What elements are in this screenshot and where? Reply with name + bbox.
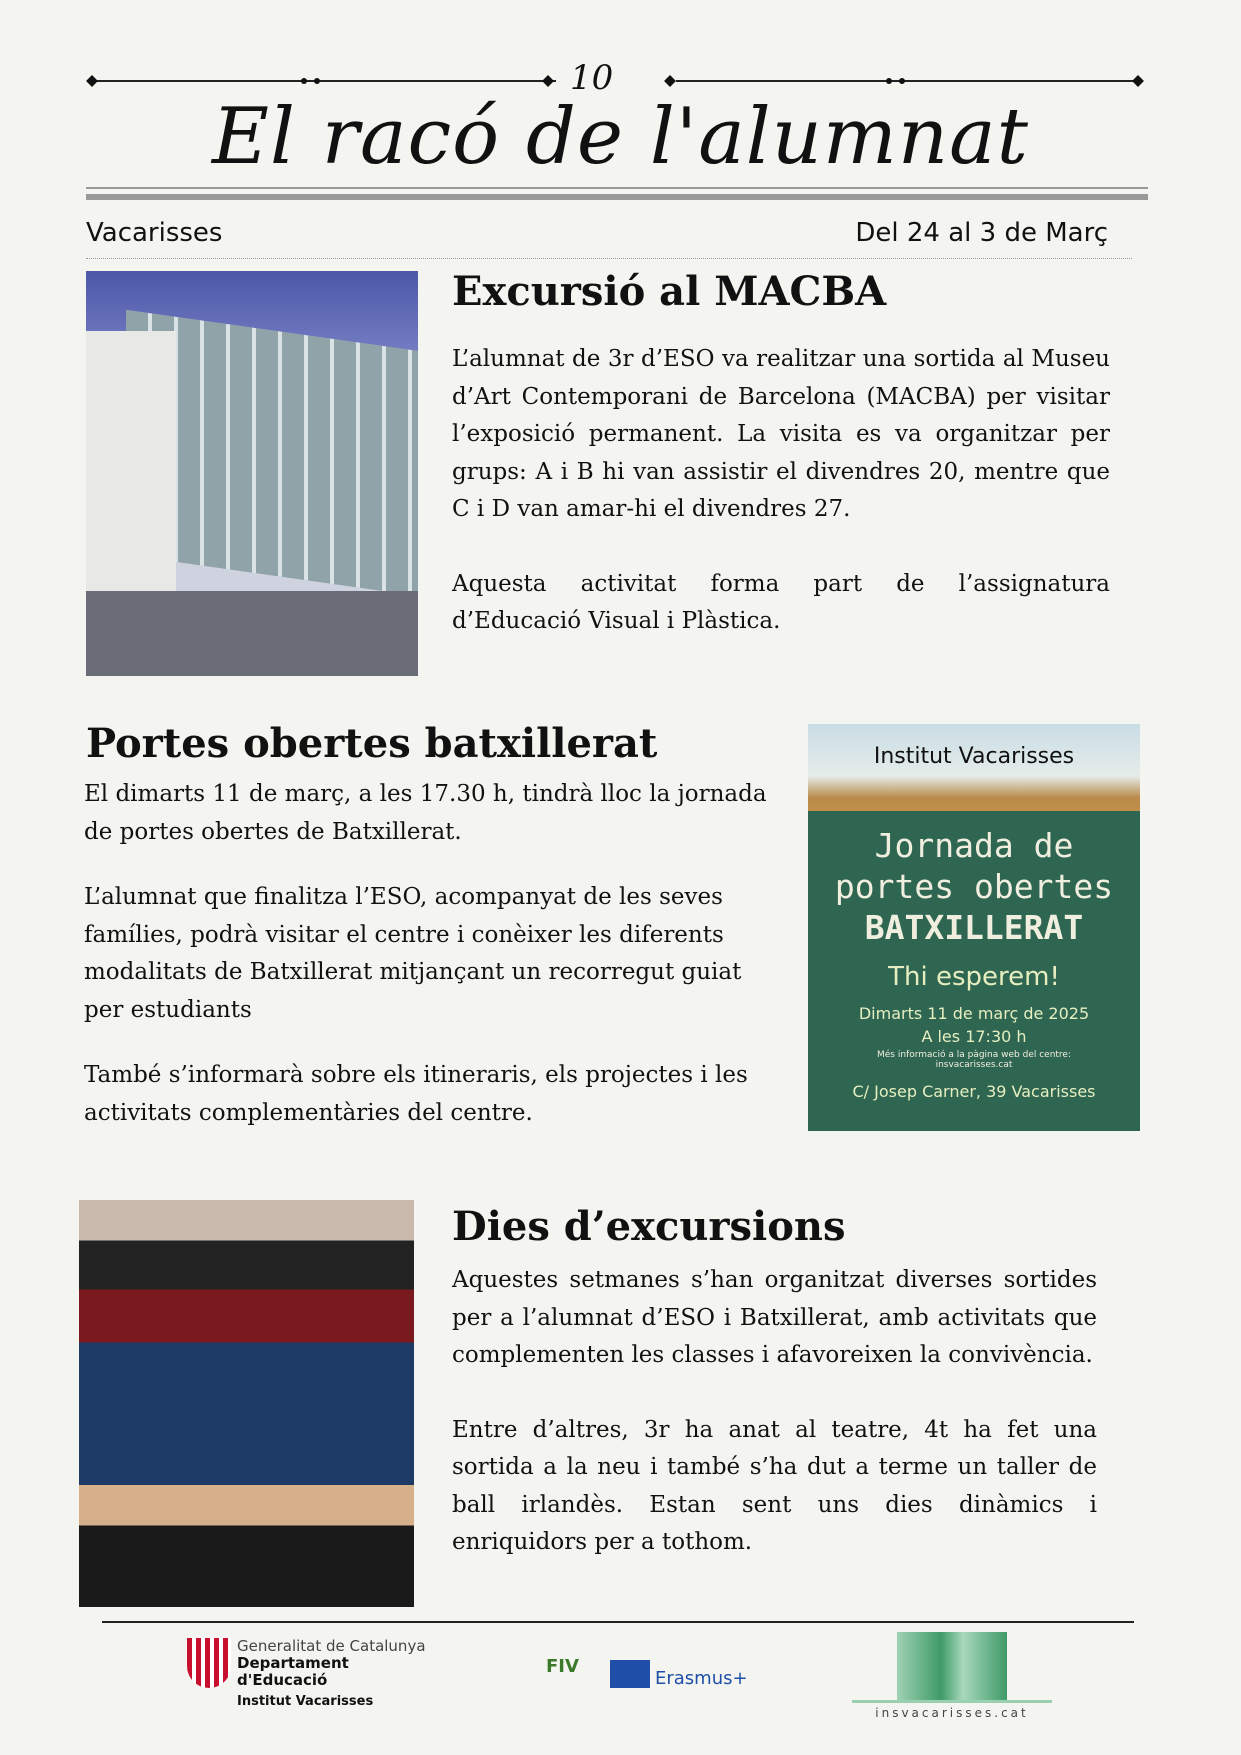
location: Vacarisses [86, 218, 223, 248]
poster-time: A les 17:30 h [921, 1027, 1027, 1046]
article-body [452, 341, 1110, 641]
fiv-logo: FIV [546, 1656, 579, 1677]
logo-text: Generalitat de Catalunya [237, 1637, 426, 1655]
poster-tagline: Thi esperem! [888, 962, 1060, 992]
poster-info: Més informació a la pàgina web del centre: [876, 1050, 1072, 1060]
paragraph: L’alumnat de 3r d’ESO va realitzar una sortida al Museu d’Art Contemporani de Barcelona (MACBA) per visitar l’exposició permanent. La visita es va organitzar per grups: A i B hi van assistir el divendres 20, mentre que C i D van amar-hi el divendres 27. [452, 346, 1110, 522]
poster-web: insvacarisses.cat [935, 1060, 1013, 1070]
poster-institute: Institut Vacarisses [873, 744, 1075, 769]
macba-photo [86, 271, 418, 676]
logo-text: Institut Vacarisses [237, 1694, 374, 1709]
dotted-divider [86, 258, 1132, 259]
logo-text: Departament [237, 1654, 349, 1672]
paragraph: També s’informarà sobre els itineraris, els projectes i les activitats complementàries del centre. [84, 1062, 748, 1126]
footer-divider [102, 1621, 1134, 1623]
logo-text: d'Educació [237, 1671, 328, 1689]
paragraph: L’alumnat que finalitza l’ESO, acompanyat de les seves famílies, podrà visitar el centre i conèixer les diferents modalitats de Batxillerat mitjançant un recorregut guiat per estudiants [84, 884, 742, 1023]
theatre-photo [79, 1200, 414, 1607]
paragraph: Aquestes setmanes s’han organitzat diverses sortides per a l’alumnat d’ESO i Batxillerat, amb activitats que complementen les classes i afavoreixen la convivència. [452, 1267, 1097, 1368]
eu-flag-icon [610, 1660, 650, 1688]
article-body [452, 1262, 1097, 1562]
article-body [84, 776, 784, 1132]
institute-logo [897, 1632, 1007, 1702]
institute-website: insvacarisses.cat [852, 1700, 1052, 1720]
paragraph: El dimarts 11 de març, a les 17.30 h, tindrà lloc la jornada de portes obertes de Batxillerat. [84, 781, 767, 845]
open-day-poster [808, 724, 1140, 1131]
poster-line: BATXILLERAT [864, 908, 1084, 947]
poster-line: Jornada de [874, 826, 1074, 865]
poster-line: portes obertes [834, 867, 1114, 906]
issue-number: 10 [570, 58, 614, 98]
paragraph: Aquesta activitat forma part de l’assignatura d’Educació Visual i Plàstica. [452, 570, 1110, 634]
poster-date: Dimarts 11 de març de 2025 [858, 1004, 1090, 1023]
ornament-rule [86, 74, 1146, 88]
date-range: Del 24 al 3 de Març [855, 218, 1108, 248]
paragraph: Entre d’altres, 3r ha anat al teatre, 4t ha fet una sortida a la neu i també s’ha dut a terme un taller de ball irlandès. Estan sent uns dies dinàmics i enriquidors per a tothom. [452, 1416, 1097, 1555]
newsletter-title: El racó de l'alumnat [212, 92, 1029, 182]
divider [86, 187, 1148, 189]
article-heading: Dies d’excursions [452, 1203, 846, 1250]
erasmus-logo: Erasmus+ [655, 1668, 748, 1689]
poster-address: C/ Josep Carner, 39 Vacarisses [852, 1082, 1096, 1101]
article-heading: Excursió al MACBA [452, 268, 887, 315]
divider [86, 194, 1148, 200]
article-heading: Portes obertes batxillerat [86, 720, 658, 767]
